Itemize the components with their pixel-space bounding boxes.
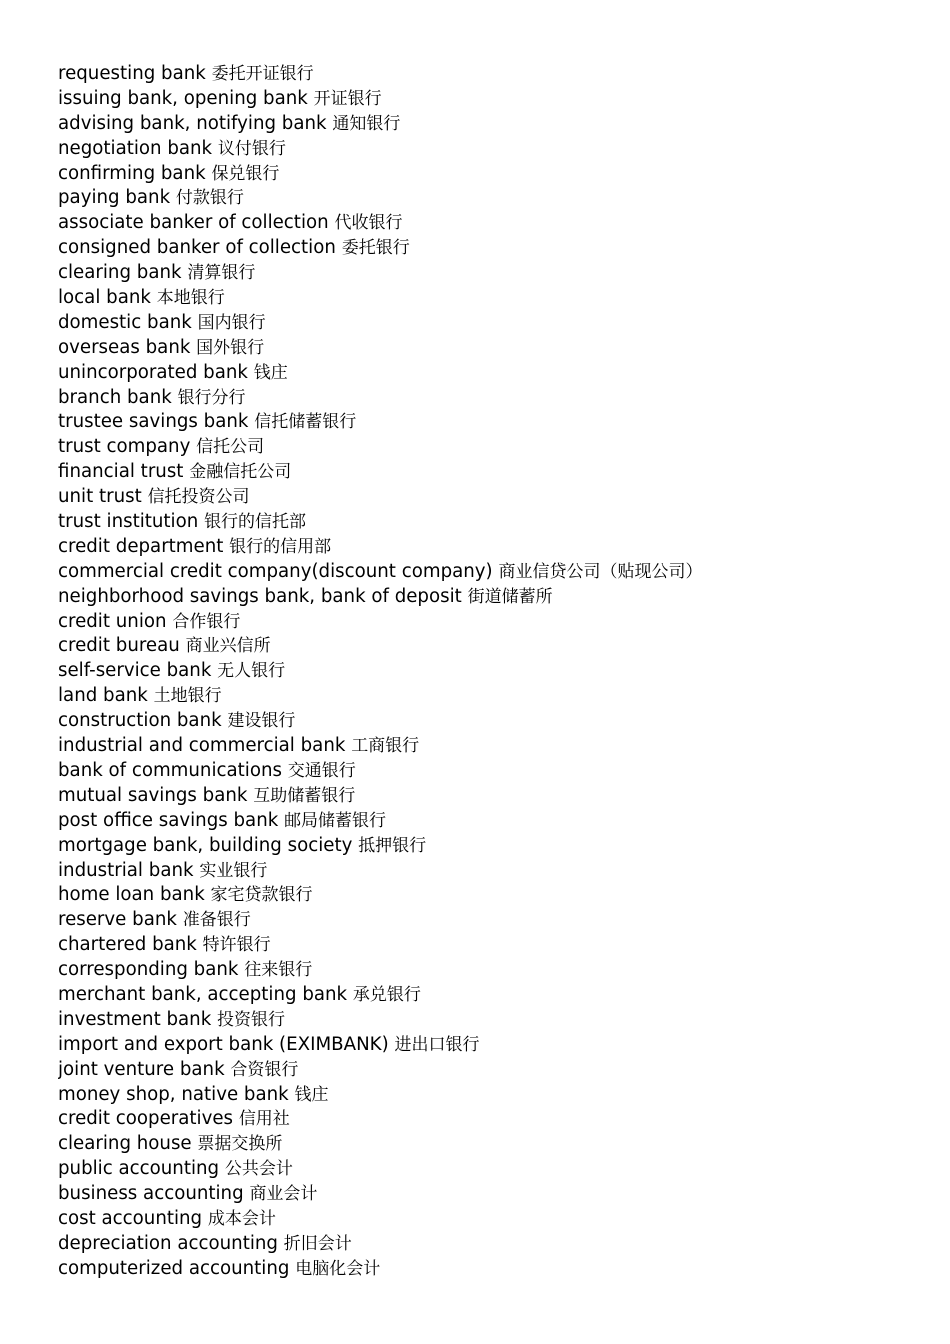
term-english: credit cooperatives <box>58 1108 234 1130</box>
term-chinese: 国内银行 <box>197 312 266 333</box>
glossary-entry <box>58 659 928 684</box>
term-chinese: 互助储蓄银行 <box>253 785 356 806</box>
term-chinese: 成本会计 <box>207 1208 276 1229</box>
term-english: depreciation accounting <box>58 1232 278 1254</box>
glossary-entry <box>58 834 928 859</box>
term-english: commercial credit company(discount company) <box>58 560 493 582</box>
term-chinese: 投资银行 <box>217 1009 286 1030</box>
glossary-entry <box>58 1182 928 1207</box>
glossary-entry <box>58 859 928 884</box>
glossary-entry <box>58 883 928 908</box>
term-english: home loan bank <box>58 884 205 906</box>
term-english: advising bank, notifying bank <box>58 112 327 134</box>
glossary-entry <box>58 908 928 933</box>
glossary-entry <box>58 1257 928 1282</box>
glossary-entry <box>58 1232 928 1257</box>
term-chinese: 金融信托公司 <box>189 462 292 483</box>
term-chinese: 准备银行 <box>182 910 251 931</box>
term-chinese: 邮局储蓄银行 <box>284 810 387 831</box>
term-english: business accounting <box>58 1183 244 1205</box>
term-english: associate banker of collection <box>58 212 329 234</box>
glossary-entry <box>58 261 928 286</box>
term-english: credit bureau <box>58 635 180 657</box>
glossary-entry <box>58 535 928 560</box>
term-english: issuing bank, opening bank <box>58 87 308 109</box>
term-english: paying bank <box>58 187 171 209</box>
term-english: mutual savings bank <box>58 784 248 806</box>
term-chinese: 清算银行 <box>187 263 256 284</box>
term-english: clearing house <box>58 1133 192 1155</box>
glossary-entry <box>58 1083 928 1108</box>
glossary-entry <box>58 62 928 87</box>
term-chinese: 通知银行 <box>332 113 401 134</box>
term-chinese: 银行的信用部 <box>229 536 332 557</box>
glossary-entry <box>58 684 928 709</box>
term-chinese: 商业会计 <box>249 1184 318 1205</box>
glossary-entry <box>58 510 928 535</box>
term-english: financial trust <box>58 461 184 483</box>
term-english: requesting bank <box>58 63 206 84</box>
term-chinese: 无人银行 <box>217 661 286 682</box>
term-chinese: 交通银行 <box>287 760 356 781</box>
term-chinese: 往来银行 <box>244 960 313 981</box>
term-chinese: 委托银行 <box>341 238 410 259</box>
term-chinese: 商业兴信所 <box>185 636 271 657</box>
term-chinese: 电脑化会计 <box>295 1258 381 1279</box>
glossary-entry <box>58 410 928 435</box>
term-chinese: 承兑银行 <box>352 984 421 1005</box>
glossary-entry <box>58 112 928 137</box>
term-english: money shop, native bank <box>58 1083 289 1105</box>
glossary-entry <box>58 87 928 112</box>
glossary-entry <box>58 211 928 236</box>
glossary-entry <box>58 162 928 187</box>
term-chinese: 家宅贷款银行 <box>210 885 313 906</box>
term-chinese: 街道储蓄所 <box>467 586 553 607</box>
term-chinese: 信托投资公司 <box>147 487 250 508</box>
term-chinese: 实业银行 <box>199 860 268 881</box>
term-english: public accounting <box>58 1158 220 1180</box>
term-chinese: 工商银行 <box>351 736 420 757</box>
glossary-entry <box>58 709 928 734</box>
term-chinese: 合资银行 <box>230 1059 299 1080</box>
glossary-entry <box>58 386 928 411</box>
glossary-entry <box>58 634 928 659</box>
term-english: construction bank <box>58 710 222 732</box>
term-english: industrial and commercial bank <box>58 735 346 757</box>
term-chinese: 公共会计 <box>224 1159 293 1180</box>
term-chinese: 信用社 <box>238 1109 290 1130</box>
glossary-entry <box>58 610 928 635</box>
term-english: self-service bank <box>58 660 212 682</box>
term-english: trust institution <box>58 511 199 533</box>
glossary-entry <box>58 983 928 1008</box>
term-english: negotiation bank <box>58 137 213 159</box>
glossary-entry <box>58 460 928 485</box>
term-english: corresponding bank <box>58 959 239 981</box>
glossary-entry <box>58 958 928 983</box>
term-english: trustee savings bank <box>58 411 249 433</box>
glossary-entry <box>58 1008 928 1033</box>
glossary-entry <box>58 1132 928 1157</box>
term-english: unincorporated bank <box>58 361 248 383</box>
term-chinese: 议付银行 <box>217 138 286 159</box>
term-english: computerized accounting <box>58 1257 290 1279</box>
term-english: mortgage bank, building society <box>58 834 353 856</box>
term-chinese: 代收银行 <box>334 213 403 234</box>
term-english: consigned banker of collection <box>58 237 336 259</box>
term-english: post office savings bank <box>58 809 279 831</box>
term-english: unit trust <box>58 486 142 508</box>
term-chinese: 建设银行 <box>227 711 296 732</box>
term-chinese: 国外银行 <box>196 337 265 358</box>
glossary-entry <box>58 784 928 809</box>
glossary-entry <box>58 560 928 585</box>
term-english: cost accounting <box>58 1207 203 1229</box>
glossary-entry <box>58 485 928 510</box>
term-chinese: 信托公司 <box>196 437 265 458</box>
term-english: branch bank <box>58 386 172 408</box>
term-chinese: 保兑银行 <box>211 163 280 184</box>
term-english: industrial bank <box>58 859 194 881</box>
term-chinese: 特许银行 <box>202 935 271 956</box>
term-english: joint venture bank <box>58 1058 225 1080</box>
glossary-entry <box>58 236 928 261</box>
glossary-entry <box>58 186 928 211</box>
term-english: credit department <box>58 535 224 557</box>
term-english: chartered bank <box>58 934 197 956</box>
term-chinese: 合作银行 <box>172 611 241 632</box>
glossary-entry <box>58 585 928 610</box>
term-english: domestic bank <box>58 311 192 333</box>
term-chinese: 银行分行 <box>177 387 246 408</box>
glossary-entry <box>58 1157 928 1182</box>
glossary-entry <box>58 1107 928 1132</box>
term-english: land bank <box>58 685 148 707</box>
term-chinese: 进出口银行 <box>394 1034 480 1055</box>
glossary-entry <box>58 311 928 336</box>
term-chinese: 票据交换所 <box>197 1134 283 1155</box>
term-english: neighborhood savings bank, bank of deposit <box>58 585 462 607</box>
glossary-entry <box>58 286 928 311</box>
glossary-page <box>58 62 928 1282</box>
term-chinese: 付款银行 <box>175 188 244 209</box>
term-chinese: 开证银行 <box>313 88 382 109</box>
glossary-entry <box>58 734 928 759</box>
term-english: merchant bank, accepting bank <box>58 983 348 1005</box>
glossary-entry <box>58 759 928 784</box>
term-chinese: 钱庄 <box>253 362 288 383</box>
term-chinese: 钱庄 <box>294 1084 329 1105</box>
term-chinese: 银行的信托部 <box>204 512 307 533</box>
term-english: reserve bank <box>58 909 177 931</box>
term-chinese: 折旧会计 <box>283 1233 352 1254</box>
term-chinese: 信托储蓄银行 <box>254 412 357 433</box>
glossary-entry <box>58 1058 928 1083</box>
term-chinese: 委托开证银行 <box>211 64 314 84</box>
term-chinese: 土地银行 <box>153 686 222 707</box>
term-english: local bank <box>58 287 151 309</box>
term-english: bank of communications <box>58 759 282 781</box>
glossary-entry <box>58 933 928 958</box>
glossary-entry <box>58 1207 928 1232</box>
glossary-entry <box>58 336 928 361</box>
term-english: investment bank <box>58 1008 212 1030</box>
glossary-entry <box>58 361 928 386</box>
term-chinese: 本地银行 <box>156 288 225 309</box>
glossary-entry <box>58 809 928 834</box>
glossary-entry <box>58 435 928 460</box>
glossary-entry <box>58 1033 928 1058</box>
term-english: clearing bank <box>58 262 182 284</box>
term-english: trust company <box>58 436 191 458</box>
glossary-entry <box>58 137 928 162</box>
term-english: credit union <box>58 610 167 632</box>
term-chinese: 商业信贷公司（贴现公司） <box>498 561 703 582</box>
term-english: import and export bank (EXIMBANK) <box>58 1033 389 1055</box>
term-english: overseas bank <box>58 336 191 358</box>
term-chinese: 抵押银行 <box>358 835 427 856</box>
term-english: confirming bank <box>58 162 206 184</box>
